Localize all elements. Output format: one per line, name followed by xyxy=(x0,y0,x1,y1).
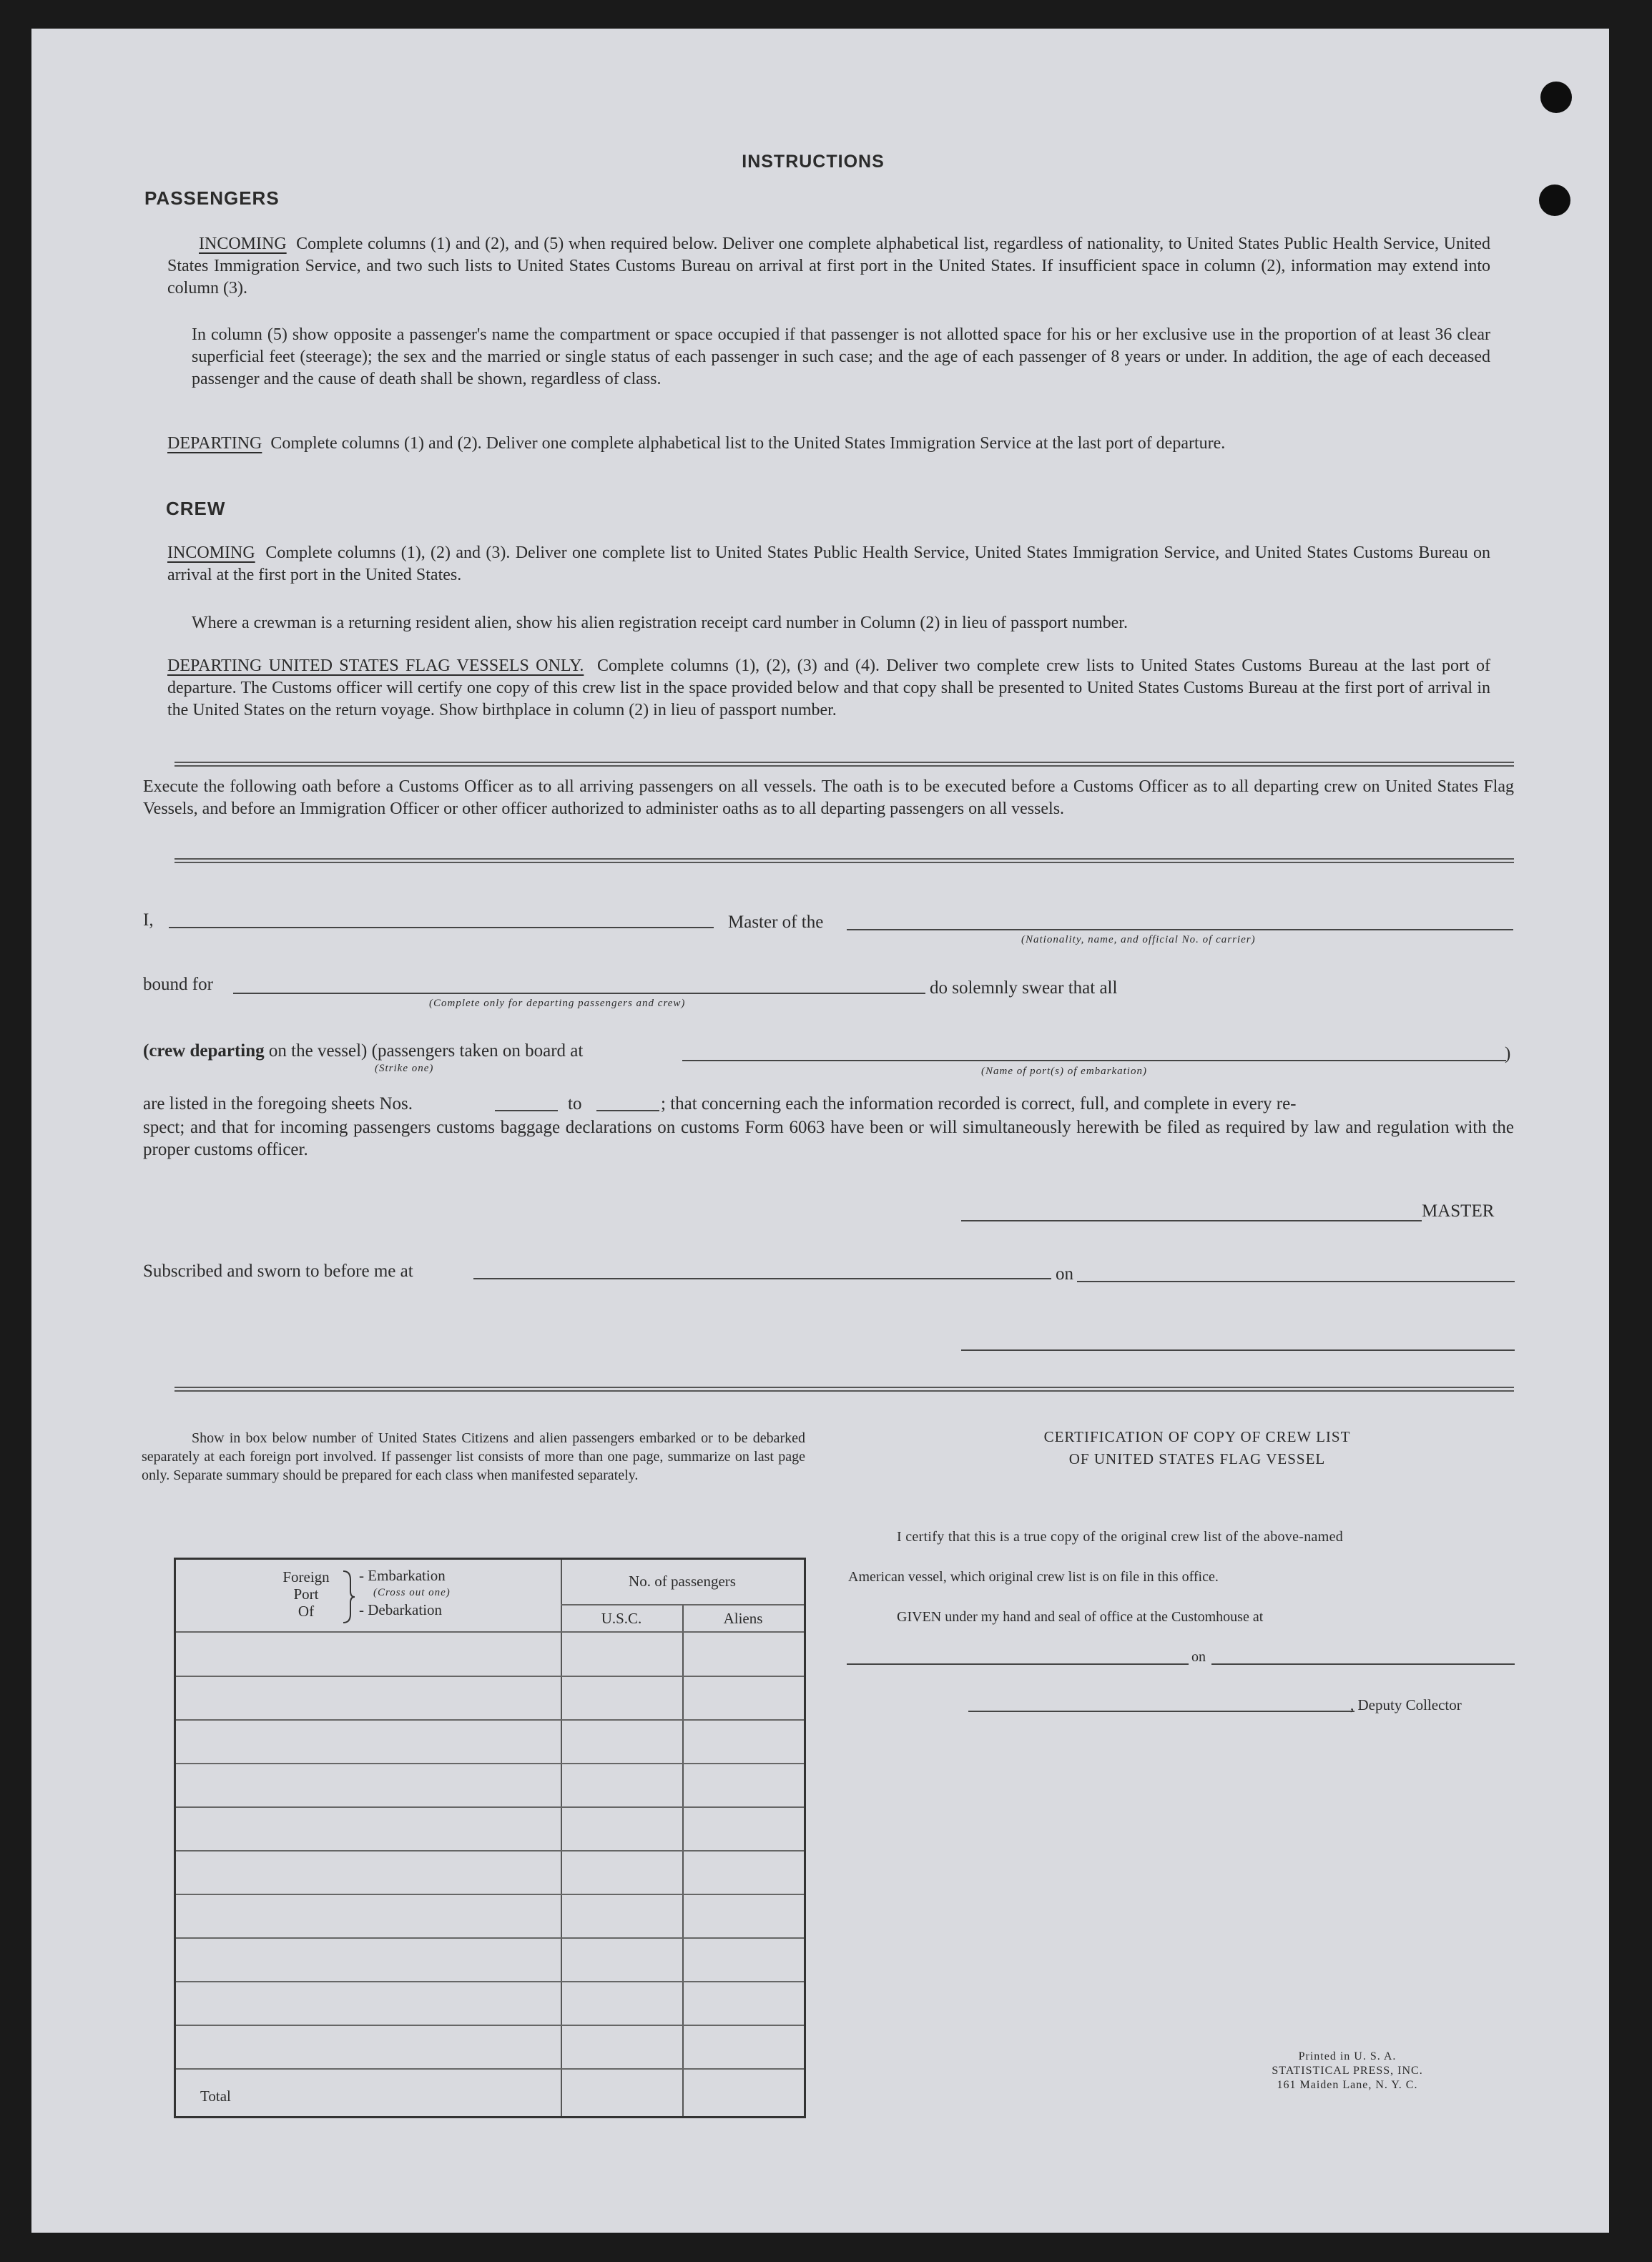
punch-hole-top xyxy=(1540,82,1572,113)
divider-rule xyxy=(174,1387,1514,1392)
table-col-divider xyxy=(561,1560,562,2116)
crew-departing-text: Complete columns (1), (2), (3) and (4). Deliver two complete crew lists to United States Customs Bureau at the last port of departure. The Customs officer will certify one copy of this crew list in the space provided below and that copy shall be presented to United States Customs Bureau at the first port of arrival in the United States on the return voyage. Show birthplace in column (2) in lieu of passport number. xyxy=(167,657,1490,719)
ports-caption: (Name of port(s) of embarkation) xyxy=(981,1066,1147,1077)
swear-text: do solemnly swear that all xyxy=(930,978,1118,998)
table-row xyxy=(176,1763,804,1764)
oath-i-label: I, xyxy=(143,910,154,930)
table-row xyxy=(176,1719,804,1721)
officer-signature-field[interactable] xyxy=(961,1349,1515,1351)
crew-incoming-label: INCOMING xyxy=(167,544,255,562)
form-sheet xyxy=(31,29,1609,2233)
passengers-column5-text: In column (5) show opposite a passenger's name the compartment or space occupied if that passenger is not allotted space for his or her exclusive use in the proportion of at least 36 clear superficial feet (steerage); the sex and the married or single status of each passenger in such case; and the age of each passenger of 8 years or under. In addition, the age of each deceased passenger and the cause of death shall be shown, regardless of class. xyxy=(192,325,1490,388)
brace-icon xyxy=(342,1570,356,1624)
table-row xyxy=(176,1850,804,1852)
cross-out-caption: (Cross out one) xyxy=(373,1587,451,1598)
table-row xyxy=(176,2068,804,2070)
table-row xyxy=(176,1981,804,1982)
crew-heading: CREW xyxy=(166,498,226,519)
certification-title xyxy=(890,1426,1505,1470)
master-label: MASTER xyxy=(1422,1201,1495,1221)
total-label: Total xyxy=(200,2088,231,2105)
nationality-caption: (Nationality, name, and official No. of carrier) xyxy=(1021,934,1256,945)
foreign-port-of-header xyxy=(256,1568,356,1620)
crew-departing-bold: (crew departing xyxy=(143,1041,265,1061)
customhouse-field[interactable] xyxy=(847,1663,1189,1665)
crew-departing-rest: on the vessel) (passengers taken on board at xyxy=(268,1041,584,1061)
strike-caption: (Strike one) xyxy=(375,1063,434,1074)
printer-line3: 161 Maiden Lane, N. Y. C. xyxy=(1277,2079,1418,2091)
crew-departing-label: DEPARTING UNITED STATES FLAG VESSELS ONLY. xyxy=(167,657,584,675)
usc-header: U.S.C. xyxy=(601,1610,642,1627)
crew-incoming-text: Complete columns (1), (2) and (3). Deliver one complete list to United States Public Health Service, United States Immigration Service, and United States Customs Bureau on arrival at the first port in the United States. xyxy=(167,544,1491,584)
table-row xyxy=(176,1631,804,1633)
passengers-incoming-text: Complete columns (1) and (2), and (5) when required below. Deliver one complete alphabetical list, regardless of nationality, to United States Public Health Service, United States Immigration Service, and two such lists to United States Customs Bureau on arrival at first port in the United States. If insufficient space in column (2), information may extend into column (3). xyxy=(167,235,1490,297)
sworn-at-field[interactable] xyxy=(473,1278,1051,1279)
of-label: Of xyxy=(298,1603,315,1620)
passengers-departing-label: DEPARTING xyxy=(167,434,262,453)
debarkation-label: - Debarkation xyxy=(359,1601,443,1618)
certify-line2: American vessel, which original crew list is on file in this office. xyxy=(848,1569,1219,1585)
sheet-to-field[interactable] xyxy=(596,1110,659,1111)
sheet-from-field[interactable] xyxy=(495,1110,558,1111)
passengers-departing-text: Complete columns (1) and (2). Deliver one complete alphabetical list to the United States Immigration Service at the last port of departure. xyxy=(270,434,1226,453)
subscribed-label: Subscribed and sworn to before me at xyxy=(143,1262,413,1281)
deputy-signature-field[interactable] xyxy=(968,1711,1354,1712)
printer-line2: STATISTICAL PRESS, INC. xyxy=(1272,2065,1423,2077)
port-label: Port xyxy=(293,1585,319,1603)
certify-line1: I certify that this is a true copy of the original crew list of the above-named xyxy=(897,1529,1344,1545)
certification-title-line1: CERTIFICATION OF COPY OF CREW LIST xyxy=(1043,1428,1351,1445)
listed-to: to xyxy=(568,1094,582,1113)
table-row xyxy=(176,1937,804,1939)
carrier-field[interactable] xyxy=(847,929,1513,930)
bound-for-caption: (Complete only for departing passengers and crew) xyxy=(429,998,686,1009)
sworn-on-label: on xyxy=(1056,1264,1073,1284)
master-name-field[interactable] xyxy=(169,927,714,928)
table-row xyxy=(176,1676,804,1677)
sworn-date-field[interactable] xyxy=(1077,1281,1515,1282)
printer-imprint xyxy=(1247,2050,1447,2093)
aliens-header: Aliens xyxy=(723,1610,763,1627)
table-row xyxy=(176,2025,804,2026)
bound-for-field[interactable] xyxy=(233,993,925,994)
passengers-heading: PASSENGERS xyxy=(144,187,280,209)
summary-note: Show in box below number of United States Citizens and alien passengers embarked or to be debarked separately at each foreign port involved. If passenger list consists of more than one page, summarize on last page only. Separate summary should be prepared for each class when manifested separately. xyxy=(142,1430,805,1483)
instructions-heading: INSTRUCTIONS xyxy=(742,152,885,172)
divider-rule xyxy=(174,858,1514,863)
master-of-label: Master of the xyxy=(728,913,824,932)
crew-departing-paragraph xyxy=(167,655,1490,722)
divider-rule xyxy=(174,762,1514,767)
passenger-summary-table xyxy=(174,1558,806,2118)
crew-resident-text: Where a crewman is a returning resident alien, show his alien registration receipt card number in Column (2) in lieu of passport number. xyxy=(192,614,1128,632)
certification-on-label: on xyxy=(1191,1649,1206,1665)
table-row xyxy=(176,1894,804,1895)
embarkation-label: - Embarkation xyxy=(359,1567,446,1584)
close-paren: ) xyxy=(1505,1044,1511,1063)
crew-departing-line xyxy=(143,1041,583,1061)
certification-title-line2: OF UNITED STATES FLAG VESSEL xyxy=(1068,1450,1326,1467)
listed-sheets-a: are listed in the foregoing sheets Nos. xyxy=(143,1094,413,1113)
no-of-passengers-header: No. of passengers xyxy=(629,1573,736,1590)
punch-hole-bottom xyxy=(1539,185,1570,216)
given-text: GIVEN under my hand and seal of office at the Customhouse at xyxy=(897,1609,1264,1625)
crew-incoming-paragraph xyxy=(167,542,1490,586)
deputy-label: , Deputy Collector xyxy=(1350,1696,1462,1713)
foreign-label: Foreign xyxy=(282,1568,330,1585)
table-col-divider xyxy=(682,1604,684,2116)
passengers-incoming-paragraph xyxy=(167,233,1490,300)
oath-intro: Execute the following oath before a Customs Officer as to all arriving passengers on all vessels. The oath is to be executed before a Customs Officer as to all departing crew on United States Flag Vessels, and before an Immigration Officer or other officer authorized to administer oaths as to all departing passengers on all vessels. xyxy=(143,777,1514,818)
passengers-incoming-label: INCOMING xyxy=(199,235,287,253)
passengers-departing-paragraph xyxy=(167,433,1490,455)
bound-for-label: bound for xyxy=(143,975,213,994)
table-row xyxy=(176,1806,804,1808)
master-signature-field[interactable] xyxy=(961,1220,1422,1221)
certification-date-field[interactable] xyxy=(1211,1663,1515,1665)
printer-line1: Printed in U. S. A. xyxy=(1298,2050,1397,2062)
table-header-rule xyxy=(561,1604,804,1605)
ports-field[interactable] xyxy=(682,1060,1506,1061)
listed-sheets-b: ; that concerning each the information recorded is correct, full, and complete in every re- xyxy=(661,1094,1297,1113)
listed-sheets-c: spect; and that for incoming passengers customs baggage declarations on customs Form 6063 have been or will simultaneously herewith be filed as required by law and regulation with the proper customs officer. xyxy=(143,1118,1514,1159)
